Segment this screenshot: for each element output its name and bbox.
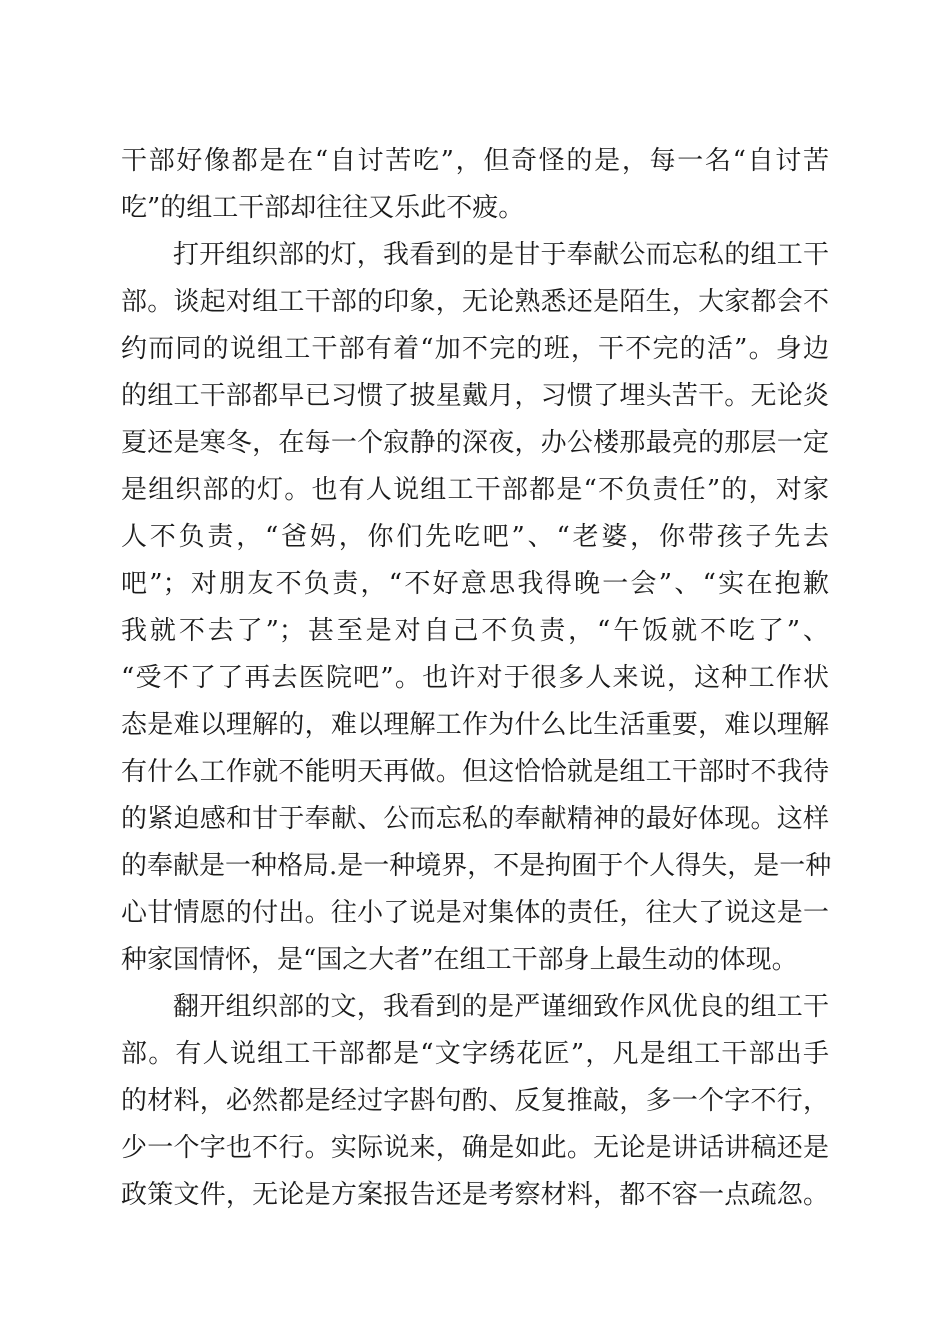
text-line: 吧”；对朋友不负责，“不好意思我得晚一会”、“实在抱歉 xyxy=(121,569,829,599)
text-line: 种家国情怀，是“国之大者”在组工干部身上最生动的体现。 xyxy=(121,945,798,975)
text-line: 心甘情愿的付出。往小了说是对集体的责任，往大了说这是一 xyxy=(121,898,829,928)
text-line: 有什么工作就不能明天再做。但这恰恰就是组工干部时不我待 xyxy=(121,757,829,787)
text-line: 是组织部的灯。也有人说组工干部都是“不负责任”的，对家 xyxy=(121,475,829,505)
text-line: 我就不去了”；甚至是对自己不负责，“午饭就不吃了”、 xyxy=(121,616,829,646)
text-line: 部。谈起对组工干部的印象，无论熟悉还是陌生，大家都会不 xyxy=(121,287,829,317)
text-line: “受不了了再去医院吧”。也许对于很多人来说，这种工作状 xyxy=(121,663,829,693)
paragraph-first-line: 翻开组织部的文，我看到的是严谨细致作风优良的组工干 xyxy=(173,992,829,1022)
text-line: 政策文件，无论是方案报告还是考察材料，都不容一点疏忽。 xyxy=(121,1180,829,1210)
text-line: 夏还是寒冬，在每一个寂静的深夜，办公楼那最亮的那层一定 xyxy=(121,428,829,458)
text-line: 干部好像都是在“自讨苦吃”，但奇怪的是，每一名“自讨苦 xyxy=(121,146,829,176)
text-line: 少一个字也不行。实际说来，确是如此。无论是讲话讲稿还是 xyxy=(121,1133,829,1163)
text-line: 的材料，必然都是经过字斟句酌、反复推敲，多一个字不行， xyxy=(121,1086,829,1116)
text-line: 部。有人说组工干部都是“文字绣花匠”，凡是组工干部出手 xyxy=(121,1039,829,1069)
text-line: 人不负责，“爸妈，你们先吃吧”、“老婆，你带孩子先去 xyxy=(121,522,829,552)
text-line: 的紧迫感和甘于奉献、公而忘私的奉献精神的最好体现。这样 xyxy=(121,804,829,834)
text-line: 态是难以理解的，难以理解工作为什么比生活重要，难以理解 xyxy=(121,710,829,740)
text-line: 的组工干部都早已习惯了披星戴月，习惯了埋头苦干。无论炎 xyxy=(121,381,829,411)
text-line: 吃”的组工干部却往往又乐此不疲。 xyxy=(121,193,525,223)
paragraph-first-line: 打开组织部的灯，我看到的是甘于奉献公而忘私的组工干 xyxy=(173,240,829,270)
text-line: 的奉献是一种格局.是一种境界，不是拘囿于个人得失，是一种 xyxy=(121,851,832,881)
text-line: 约而同的说组工干部有着“加不完的班，干不完的活”。身边 xyxy=(121,334,829,364)
